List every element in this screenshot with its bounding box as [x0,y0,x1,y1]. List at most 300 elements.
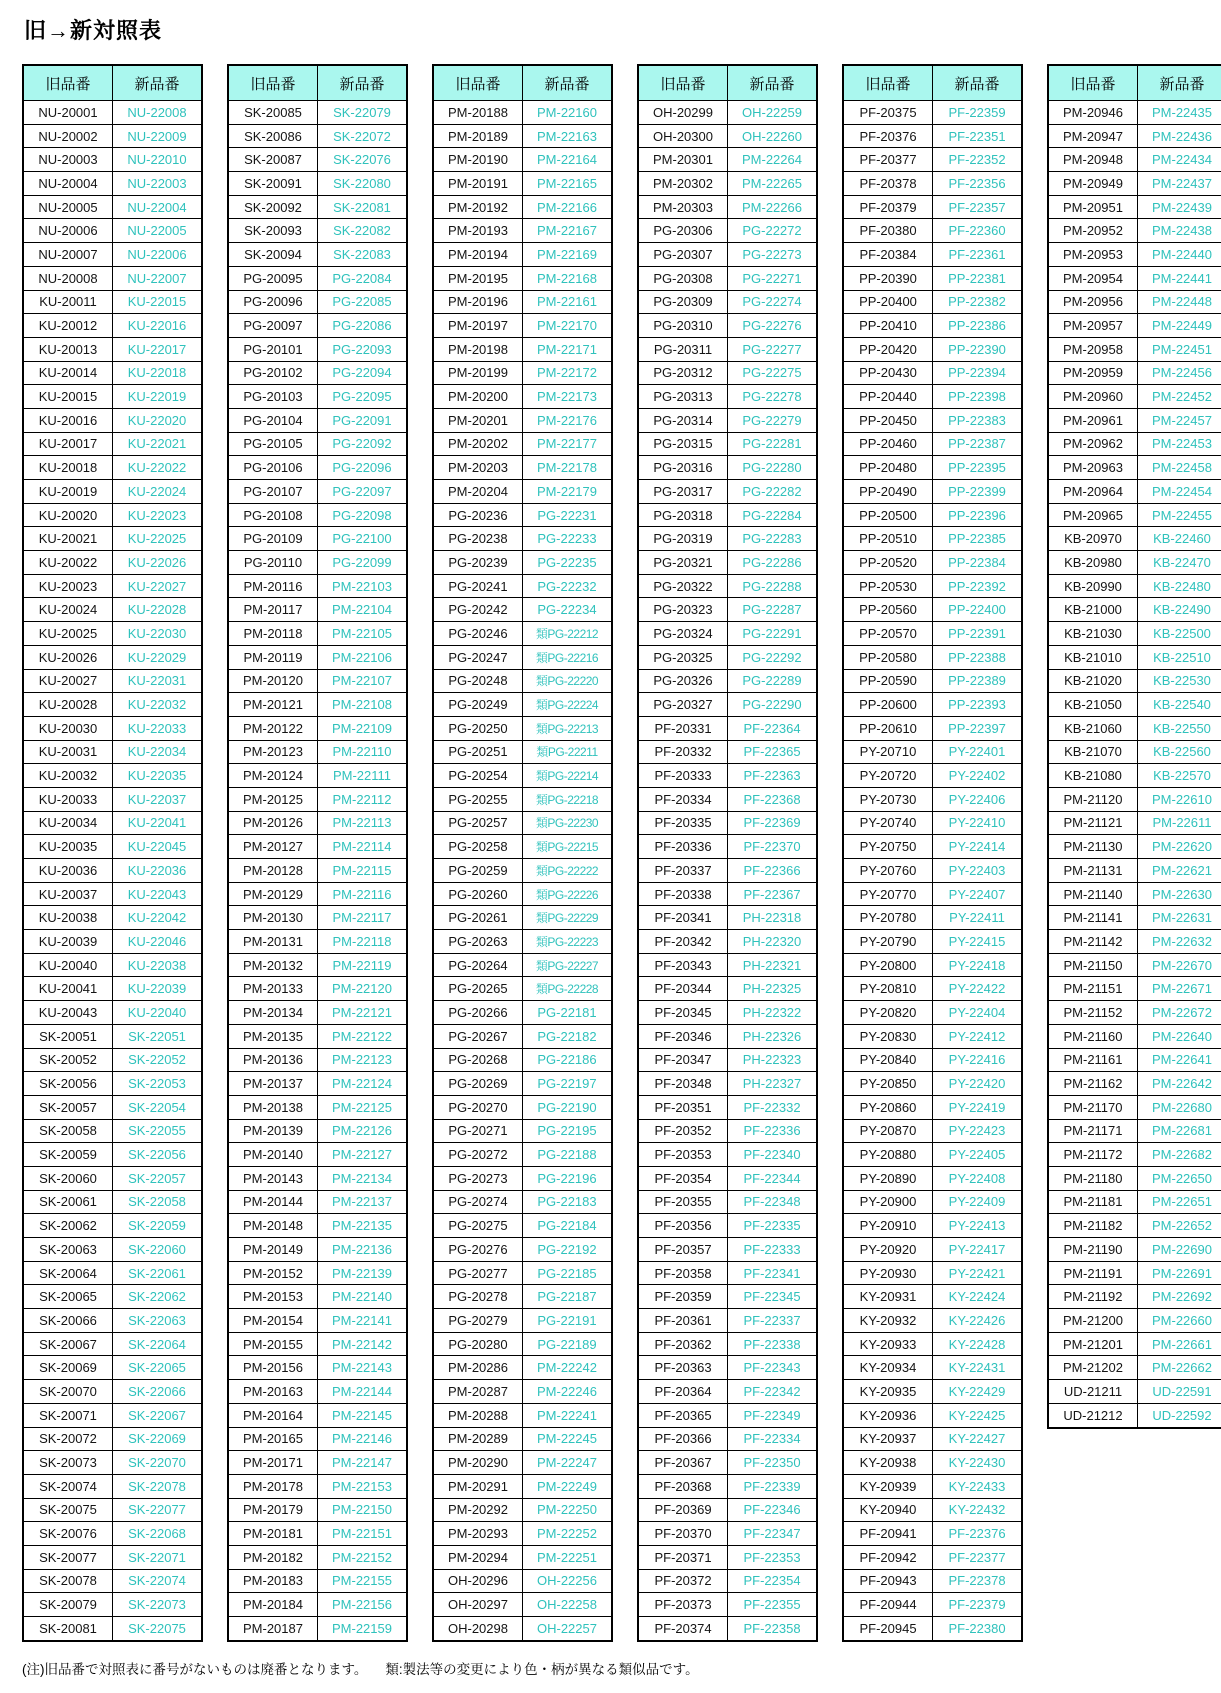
table-row [228,124,407,148]
new-part-cell: PY-22418 [933,953,1023,977]
old-part-cell: KY-20932 [843,1309,933,1333]
old-part-cell: PM-20122 [228,716,318,740]
old-part-cell: PM-20132 [228,953,318,977]
old-part-cell: PG-20255 [433,787,523,811]
old-header-cell: 旧品番 [433,65,523,101]
table-row [228,219,407,243]
old-part-cell: KY-20936 [843,1403,933,1427]
table-row [228,811,407,835]
new-part-cell: SK-22078 [113,1474,203,1498]
old-part-cell: PF-20362 [638,1332,728,1356]
old-part-cell: KU-20036 [23,859,113,883]
table-row [638,290,817,314]
new-part-cell: PP-22385 [933,527,1023,551]
table-row [843,527,1022,551]
new-part-cell: PM-22113 [318,811,408,835]
table-row [1048,930,1221,954]
old-part-cell: PM-20198 [433,337,523,361]
old-part-cell: KY-20934 [843,1356,933,1380]
table-row [23,172,202,196]
new-part-cell: PY-22421 [933,1261,1023,1285]
table-row [433,456,612,480]
old-part-cell: PP-20450 [843,408,933,432]
old-part-cell: PM-20130 [228,906,318,930]
table-row [638,740,817,764]
old-part-cell: PF-20344 [638,977,728,1001]
table-row [433,148,612,172]
old-part-cell: PM-21191 [1048,1261,1138,1285]
new-part-cell: KY-22433 [933,1474,1023,1498]
new-part-cell: PP-22398 [933,385,1023,409]
table-row [23,1119,202,1143]
new-part-cell: PM-22172 [523,361,613,385]
table-row [638,1427,817,1451]
new-part-cell: PM-22144 [318,1380,408,1404]
new-part-cell: KY-22424 [933,1285,1023,1309]
old-part-cell: PF-20331 [638,716,728,740]
footer-note-discontinued: (注)旧品番で対照表に番号がないものは廃番となります。 [22,1662,368,1677]
old-part-cell: KU-20023 [23,574,113,598]
table-row [228,1285,407,1309]
new-part-cell: PY-22412 [933,1024,1023,1048]
table-row [23,716,202,740]
table-row [843,1545,1022,1569]
old-part-cell: PF-20336 [638,835,728,859]
old-part-cell: PM-20956 [1048,290,1138,314]
table-row [1048,882,1221,906]
table-row [23,385,202,409]
old-part-cell: OH-20298 [433,1617,523,1641]
old-part-cell: PG-20313 [638,385,728,409]
table-row [228,503,407,527]
old-part-cell: PY-20820 [843,1001,933,1025]
old-part-cell: PM-20182 [228,1545,318,1569]
table-row [433,385,612,409]
new-part-cell: 類PG-22212 [523,622,613,646]
new-part-cell: PG-22195 [523,1119,613,1143]
old-part-cell: PP-20580 [843,645,933,669]
new-part-cell: PG-22095 [318,385,408,409]
new-header-cell: 新品番 [933,65,1023,101]
table-row [638,1474,817,1498]
table-row [23,693,202,717]
old-part-cell: PM-20960 [1048,385,1138,409]
table-row [638,1238,817,1262]
table-row [433,195,612,219]
new-part-cell: PM-22620 [1138,835,1221,859]
table-row [843,266,1022,290]
table-row [228,1309,407,1333]
old-part-cell: PP-20590 [843,669,933,693]
new-part-cell: KU-22017 [113,337,203,361]
new-part-cell: PM-22137 [318,1190,408,1214]
new-part-cell: PM-22159 [318,1617,408,1641]
new-part-cell: 類PG-22211 [523,740,613,764]
new-part-cell: UD-22592 [1138,1403,1221,1427]
new-part-cell: 類PG-22230 [523,811,613,835]
old-part-cell: NU-20004 [23,172,113,196]
new-part-cell: PP-22391 [933,622,1023,646]
old-part-cell: PM-20139 [228,1119,318,1143]
new-part-cell: PH-22318 [728,906,818,930]
old-part-cell: PY-20770 [843,882,933,906]
old-part-cell: PF-20372 [638,1569,728,1593]
table-row [433,1498,612,1522]
new-part-cell: NU-22003 [113,172,203,196]
old-part-cell: NU-20008 [23,266,113,290]
new-part-cell: PM-22246 [523,1380,613,1404]
table-row [1048,290,1221,314]
old-part-cell: SK-20085 [228,101,318,125]
table-row [1048,219,1221,243]
new-part-cell: PG-22235 [523,551,613,575]
table-row [23,882,202,906]
old-part-cell: PM-21152 [1048,1001,1138,1025]
table-row [433,266,612,290]
table-row [23,1261,202,1285]
new-part-cell: NU-22010 [113,148,203,172]
table-row [843,953,1022,977]
table-row [23,1451,202,1475]
table-row [228,1048,407,1072]
table-row [433,1238,612,1262]
table-row [843,385,1022,409]
new-part-cell: KU-22040 [113,1001,203,1025]
new-part-cell: PM-22167 [523,219,613,243]
table-row [433,1095,612,1119]
table-row [638,764,817,788]
table-row [638,716,817,740]
table-row [1048,1072,1221,1096]
table-row [843,1617,1022,1641]
old-part-cell: PM-21141 [1048,906,1138,930]
table-row [638,1001,817,1025]
old-part-cell: PM-21200 [1048,1309,1138,1333]
new-part-cell: PM-22123 [318,1048,408,1072]
table-row [433,622,612,646]
old-part-cell: PM-21131 [1048,859,1138,883]
new-part-cell: PG-22189 [523,1332,613,1356]
new-part-cell: KU-22038 [113,953,203,977]
old-part-cell: PP-20610 [843,716,933,740]
new-part-cell: PM-22242 [523,1356,613,1380]
new-part-cell: PM-22692 [1138,1285,1221,1309]
table-row [1048,645,1221,669]
old-part-cell: PM-20184 [228,1593,318,1617]
new-part-cell: PM-22632 [1138,930,1221,954]
new-part-cell: PF-22339 [728,1474,818,1498]
new-part-cell: PM-22437 [1138,172,1221,196]
table-row [433,1309,612,1333]
old-part-cell: PM-20192 [433,195,523,219]
new-part-cell: PH-22325 [728,977,818,1001]
new-part-cell: PF-22364 [728,716,818,740]
new-part-cell: KU-22033 [113,716,203,740]
new-part-cell: PM-22140 [318,1285,408,1309]
old-part-cell: SK-20087 [228,148,318,172]
new-part-cell: 類PG-22213 [523,716,613,740]
old-part-cell: PG-20249 [433,693,523,717]
old-part-cell: PM-20949 [1048,172,1138,196]
table-row [638,977,817,1001]
new-part-cell: PF-22354 [728,1569,818,1593]
table-row [228,1474,407,1498]
old-part-cell: KU-20039 [23,930,113,954]
conversion-tables-container [22,64,1221,1642]
new-part-cell: SK-22061 [113,1261,203,1285]
table-row [433,835,612,859]
old-part-cell: PG-20096 [228,290,318,314]
old-part-cell: SK-20063 [23,1238,113,1262]
new-part-cell: PF-22367 [728,882,818,906]
old-part-cell: PG-20266 [433,1001,523,1025]
new-part-cell: PF-22357 [933,195,1023,219]
new-part-cell: PM-22252 [523,1522,613,1546]
old-part-cell: PG-20276 [433,1238,523,1262]
table-row [843,314,1022,338]
old-part-cell: PM-20187 [228,1617,318,1641]
table-row [843,551,1022,575]
old-part-cell: KB-20970 [1048,527,1138,551]
new-part-cell: SK-22052 [113,1048,203,1072]
old-part-cell: PM-21151 [1048,977,1138,1001]
table-row [1048,527,1221,551]
old-part-cell: PM-20294 [433,1545,523,1569]
table-row [843,1380,1022,1404]
table-row [843,408,1022,432]
old-part-cell: PM-20946 [1048,101,1138,125]
new-part-cell: PM-22630 [1138,882,1221,906]
old-part-cell: PG-20104 [228,408,318,432]
old-part-cell: PP-20410 [843,314,933,338]
new-part-cell: KU-22019 [113,385,203,409]
old-part-cell: KU-20028 [23,693,113,717]
old-part-cell: PG-20109 [228,527,318,551]
table-row [843,1356,1022,1380]
old-part-cell: PF-20367 [638,1451,728,1475]
table-row [843,1403,1022,1427]
old-part-cell: PY-20860 [843,1095,933,1119]
conversion-table-5 [842,64,1023,1642]
old-part-cell: PM-20957 [1048,314,1138,338]
table-row [433,1332,612,1356]
new-part-cell: PM-22457 [1138,408,1221,432]
new-part-cell: KU-22036 [113,859,203,883]
old-part-cell: PG-20307 [638,243,728,267]
old-part-cell: PY-20870 [843,1119,933,1143]
footer-note-similar-legend: 類:製法等の変更により色・柄が異なる類似品です。 [385,1662,699,1677]
new-part-cell: PP-22399 [933,480,1023,504]
old-part-cell: PG-20309 [638,290,728,314]
new-part-cell: SK-22075 [113,1617,203,1641]
new-part-cell: SK-22074 [113,1569,203,1593]
old-part-cell: PG-20260 [433,882,523,906]
table-row [1048,574,1221,598]
new-part-cell: SK-22064 [113,1332,203,1356]
header-row [1048,65,1221,101]
new-part-cell: PG-22185 [523,1261,613,1285]
new-part-cell: NU-22006 [113,243,203,267]
table-row [23,598,202,622]
new-part-cell: PM-22160 [523,101,613,125]
new-part-cell: PP-22381 [933,266,1023,290]
new-part-cell: PM-22642 [1138,1072,1221,1096]
table-row [1048,1403,1221,1427]
old-part-cell: PF-20361 [638,1309,728,1333]
old-part-cell: PM-21171 [1048,1119,1138,1143]
table-row [23,527,202,551]
table-row [228,906,407,930]
table-row [433,1617,612,1641]
new-part-cell: PG-22190 [523,1095,613,1119]
new-part-cell: PM-22454 [1138,480,1221,504]
old-part-cell: KU-20025 [23,622,113,646]
new-part-cell: PF-22343 [728,1356,818,1380]
new-part-cell: PG-22092 [318,432,408,456]
old-part-cell: PM-21120 [1048,787,1138,811]
new-header-cell: 新品番 [113,65,203,101]
new-part-cell: PF-22365 [728,740,818,764]
table-row [23,835,202,859]
new-part-cell: PM-22165 [523,172,613,196]
old-part-cell: PM-20189 [433,124,523,148]
table-row [433,172,612,196]
table-row [638,1545,817,1569]
table-row [638,859,817,883]
table-row [23,1569,202,1593]
old-part-cell: PM-21180 [1048,1166,1138,1190]
table-row [843,172,1022,196]
table-row [228,1617,407,1641]
new-part-cell: PG-22272 [728,219,818,243]
new-part-cell: PM-22265 [728,172,818,196]
table-row [433,977,612,1001]
conversion-table-1 [22,64,203,1642]
new-part-cell: PM-22142 [318,1332,408,1356]
table-row [23,906,202,930]
table-row [638,1190,817,1214]
new-part-cell: PM-22266 [728,195,818,219]
old-part-cell: KY-20933 [843,1332,933,1356]
footer-note [22,1658,699,1678]
old-part-cell: PG-20325 [638,645,728,669]
table-row [23,1238,202,1262]
table-row [228,1119,407,1143]
new-part-cell: PG-22097 [318,480,408,504]
table-row [433,1356,612,1380]
table-row [433,503,612,527]
old-part-cell: KB-20990 [1048,574,1138,598]
new-part-cell: PY-22402 [933,764,1023,788]
old-part-cell: PG-20270 [433,1095,523,1119]
new-part-cell: PP-22393 [933,693,1023,717]
old-part-cell: PM-20136 [228,1048,318,1072]
new-part-cell: PF-22344 [728,1166,818,1190]
old-part-cell: UD-21212 [1048,1403,1138,1427]
old-part-cell: PG-20242 [433,598,523,622]
table-row [638,432,817,456]
old-part-cell: PY-20840 [843,1048,933,1072]
new-part-cell: KY-22430 [933,1451,1023,1475]
new-part-cell: PF-22380 [933,1617,1023,1641]
table-row [433,1001,612,1025]
new-part-cell: PM-22438 [1138,219,1221,243]
table-row [23,1498,202,1522]
table-row [638,480,817,504]
table-row [1048,1332,1221,1356]
old-part-cell: PF-20346 [638,1024,728,1048]
table-row [843,1095,1022,1119]
table-row [843,1072,1022,1096]
old-part-cell: PG-20316 [638,456,728,480]
new-part-cell: NU-22004 [113,195,203,219]
table-row [433,1072,612,1096]
new-part-cell: 類PG-22227 [523,953,613,977]
old-part-cell: KU-20041 [23,977,113,1001]
new-part-cell: PM-22436 [1138,124,1221,148]
new-part-cell: PM-22264 [728,148,818,172]
new-part-cell: PM-22134 [318,1166,408,1190]
old-part-cell: PP-20600 [843,693,933,717]
old-part-cell: SK-20064 [23,1261,113,1285]
table-row [638,622,817,646]
old-part-cell: PF-20375 [843,101,933,125]
new-part-cell: PG-22182 [523,1024,613,1048]
new-part-cell: KU-22042 [113,906,203,930]
old-part-cell: SK-20071 [23,1403,113,1427]
old-part-cell: PG-20315 [638,432,728,456]
old-part-cell: PM-21160 [1048,1024,1138,1048]
table-row [433,361,612,385]
table-row [228,1356,407,1380]
table-row [843,219,1022,243]
new-part-cell: PY-22407 [933,882,1023,906]
old-part-cell: PY-20920 [843,1238,933,1262]
table-row [23,195,202,219]
old-part-cell: PG-20101 [228,337,318,361]
old-part-cell: PM-20125 [228,787,318,811]
new-part-cell: KU-22028 [113,598,203,622]
new-part-cell: PP-22389 [933,669,1023,693]
old-part-cell: PM-20128 [228,859,318,883]
table-row [843,480,1022,504]
table-row [433,1119,612,1143]
old-part-cell: PF-20380 [843,219,933,243]
old-part-cell: KU-20021 [23,527,113,551]
new-part-cell: PG-22192 [523,1238,613,1262]
new-part-cell: PG-22281 [728,432,818,456]
old-part-cell: PM-20951 [1048,195,1138,219]
old-part-cell: PM-20144 [228,1190,318,1214]
new-part-cell: SK-22063 [113,1309,203,1333]
table-row [433,219,612,243]
old-part-cell: KU-20016 [23,408,113,432]
table-row [1048,337,1221,361]
old-part-cell: PM-20962 [1048,432,1138,456]
new-part-cell: PM-22135 [318,1214,408,1238]
new-part-cell: PM-22126 [318,1119,408,1143]
table-row [228,977,407,1001]
table-row [1048,1380,1221,1404]
new-part-cell: PY-22416 [933,1048,1023,1072]
table-row [433,811,612,835]
new-part-cell: PG-22286 [728,551,818,575]
old-part-cell: PM-21162 [1048,1072,1138,1096]
table-row [228,835,407,859]
table-row [638,882,817,906]
new-part-cell: PM-22104 [318,598,408,622]
old-part-cell: PG-20280 [433,1332,523,1356]
